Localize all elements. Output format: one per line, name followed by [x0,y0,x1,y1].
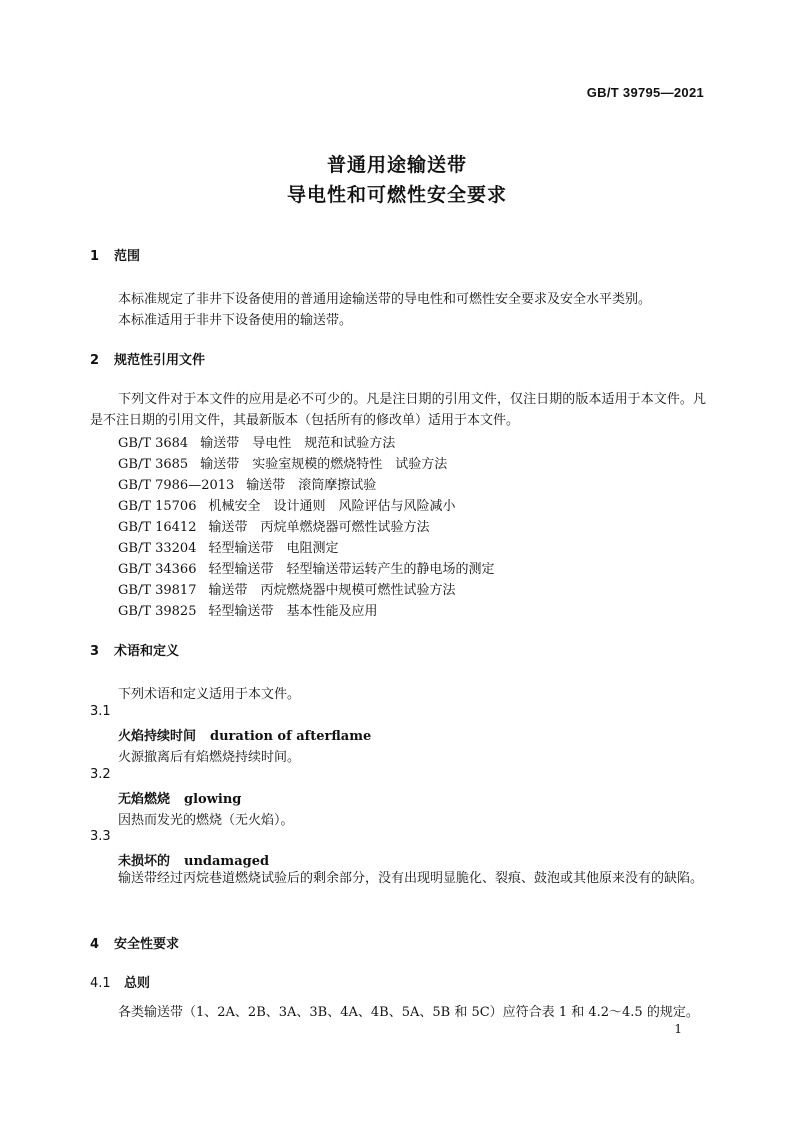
reference-item [118,453,447,472]
term-zh: 未损坏的 [118,854,171,869]
paragraph: 下列术语和定义适用于本文件。 [118,687,301,702]
term-number: 3.3 [90,829,111,844]
title-line-1: 普通用途输送带 [326,154,467,176]
reference-title: 轻型输送带 电阻测定 [208,541,339,556]
reference-code: GB/T 39817 [118,583,197,598]
title-line-2: 导电性和可燃性安全要求 [286,184,507,206]
reference-code: GB/T 33204 [118,541,197,556]
reference-title: 输送带 滚筒摩擦试验 [246,478,377,493]
reference-code: GB/T 39825 [118,604,197,619]
reference-item [118,537,339,556]
section-number: 1 [90,249,100,264]
term-zh: 无焰燃烧 [118,792,171,807]
page-number: 1 [674,1022,682,1036]
term-number: 3.2 [90,767,111,782]
subsection-4-1-heading [90,972,150,991]
term-en: undamaged [184,854,270,869]
reference-title: 轻型输送带 基本性能及应用 [208,604,378,619]
paragraph: 本标准规定了非井下设备使用的普通用途输送带的导电性和可燃性安全要求及安全水平类别。 [118,292,652,307]
subsection-number: 4.1 [90,976,111,991]
reference-title: 输送带 实验室规模的燃烧特性 试验方法 [200,457,448,472]
paragraph: 下列文件对于本文件的应用是必不可少的。凡是注日期的引用文件，仅注日期的版本适用于本文件。凡是不注日期的引用文件，其最新版本（包括所有的修改单）适用于本文件。 [90,392,706,428]
reference-code: GB/T 16412 [118,520,197,535]
section-title: 范围 [114,249,141,264]
reference-code: GB/T 7986—2013 [118,478,235,493]
section-title: 安全性要求 [114,937,180,952]
section-3-heading [90,640,179,659]
term-zh: 火焰持续时间 [118,729,197,744]
reference-title: 机械安全 设计通则 风险评估与风险减小 [208,499,456,514]
reference-code: GB/T 3685 [118,457,189,472]
term-definition: 输送带经过丙烷巷道燃烧试验后的剩余部分，没有出现明显脆化、裂痕、鼓泡或其他原来没有的缺陷。 [118,871,704,886]
reference-title: 轻型输送带 轻型输送带运转产生的静电场的测定 [208,562,495,577]
paragraph: 本标准适用于非井下设备使用的输送带。 [118,313,353,328]
reference-item [118,579,456,598]
reference-title: 输送带 丙烷燃烧器中规模可燃性试验方法 [208,583,456,598]
reference-item [118,495,456,514]
term-heading [118,788,241,807]
section-number: 4 [90,937,100,952]
term-heading [118,850,269,869]
standard-number: GB/T 39795—2021 [586,85,704,100]
reference-code: GB/T 3684 [118,436,189,451]
term-en: duration of afterflame [210,729,372,744]
reference-title: 输送带 丙烷单燃烧器可燃性试验方法 [208,520,430,535]
reference-code: GB/T 15706 [118,499,197,514]
term-en: glowing [184,792,242,807]
term-definition: 火源撤离后有焰燃烧持续时间。 [118,750,301,765]
reference-title: 输送带 导电性 规范和试验方法 [200,436,396,451]
paragraph: 各类输送带（1、2A、2B、3A、3B、4A、4B、5A、5B 和 5C）应符合表 1 和 4.2～4.5 的规定。 [118,1005,699,1020]
section-number: 3 [90,644,100,659]
reference-item [118,516,430,535]
reference-item [118,474,376,493]
reference-code: GB/T 34366 [118,562,197,577]
section-title: 术语和定义 [114,644,180,659]
section-4-heading [90,933,179,952]
reference-item [118,432,395,451]
term-definition: 因热而发光的燃烧（无火焰）。 [118,813,294,828]
reference-item [118,558,495,577]
reference-item [118,600,378,619]
section-title: 规范性引用文件 [114,353,206,368]
section-number: 2 [90,353,100,368]
section-2-heading [90,349,205,368]
term-number: 3.1 [90,704,111,719]
term-heading [118,725,371,744]
subsection-title: 总则 [124,976,151,991]
section-1-heading [90,245,140,264]
